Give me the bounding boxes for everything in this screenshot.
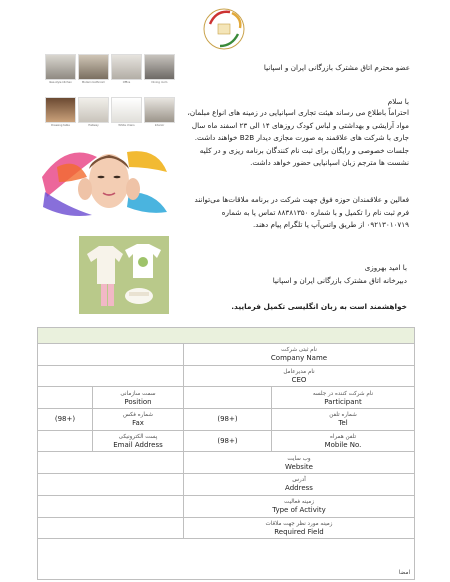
furniture-photo (111, 97, 142, 123)
mobile-input[interactable]: (98+) (184, 430, 272, 452)
furniture-photo (78, 54, 109, 80)
cosmetics-image (37, 137, 172, 222)
mobile-label: تلفن همراه Mobile No. (272, 430, 415, 452)
form-row-address (38, 474, 415, 496)
furniture-photo (45, 97, 76, 123)
paragraph-intro (173, 107, 409, 170)
form-row-mobile (38, 430, 415, 452)
greeting: با سلام (387, 97, 409, 106)
photo-caption: Interior (154, 124, 165, 127)
form-row-required (38, 517, 415, 539)
paragraph-line: فعالین و علاقمندان حوزه فوق جهت شرکت در برنامه ملاقات‌ها می‌توانند (194, 195, 409, 204)
website-input[interactable] (38, 452, 184, 474)
signature-label: امضا (398, 570, 410, 577)
chamber-logo (196, 4, 252, 54)
form-row-participant (38, 387, 415, 409)
photo-caption: White chairs (118, 124, 135, 127)
paragraph-line: مواد آرایشی و بهداشتی و لباس کودک روزهای ۱۴ الی ۲۳ اسفند ماه سال (191, 120, 409, 130)
photo-caption: Modern bathroom (81, 81, 106, 84)
registration-form (37, 327, 415, 580)
form-row-signature (38, 539, 415, 580)
furniture-photo-grid (45, 54, 175, 139)
address-label: آدرس Address (184, 474, 415, 496)
tel-label: شماره تلفن Tel (272, 409, 415, 431)
position-label: سمت سازمانی Position (93, 387, 184, 409)
participant-input[interactable] (184, 387, 272, 409)
participant-label: نام شرکت کننده در جلسه Participant (272, 387, 415, 409)
furniture-photo (144, 54, 175, 80)
signatory: دبیرخانه اتاق مشترک بازرگانی ایران و اسپانیا (272, 276, 407, 285)
fax-label: شماره فکس Fax (93, 409, 184, 431)
position-input[interactable] (38, 387, 93, 409)
form-row-ceo (38, 365, 415, 387)
company-name-input[interactable] (38, 344, 184, 366)
email-label: پست الکترونیکی Email Address (93, 430, 184, 452)
paragraph-line: احتراماً باطلاع می رساند هیئت تجاری اسپانیایی در زمینه های انواع مبلمان، (187, 108, 409, 117)
paragraph-line: جلسات خصوصی و رایگان برای ثبت نام کنندگان برنامه ریزی و در کلیه (199, 145, 409, 155)
address-input[interactable] (38, 474, 184, 496)
paragraph-line: ۰۹۲۱۳۰۱۰۷۱۹ از طریق واتس‌آپ یا تلگرام پیام دهند. (253, 220, 409, 230)
form-row-company (38, 344, 415, 366)
furniture-photo (144, 97, 175, 123)
email-input[interactable] (38, 430, 93, 452)
photo-caption: Ikea style kitchen (49, 81, 72, 84)
closing: با امید بهروزی (364, 263, 407, 272)
photo-caption: Office (122, 81, 131, 84)
company-name-label: نام ثبتی شرکت Company Name (184, 344, 415, 366)
form-header-band (38, 328, 415, 344)
photo-caption: Dressing table (51, 124, 70, 127)
addressee: عضو محترم اتاق مشترک بازرگانی ایران و اسپانیا (263, 63, 410, 72)
required-field-label: زمینه مورد نظر جهت ملاقات Required Field (184, 517, 415, 539)
instruction: خواهشمند است به زبان انگلیسی تکمیل فرمایید. (231, 302, 407, 311)
photo-caption: Dining room (151, 81, 168, 84)
form-row-activity (38, 495, 415, 517)
furniture-photo (78, 97, 109, 123)
form-row-phone (38, 409, 415, 431)
furniture-photo (111, 54, 142, 80)
activity-input[interactable] (38, 495, 184, 517)
ceo-label: نام مدیرعامل CEO (184, 365, 415, 387)
signature-area[interactable] (38, 539, 415, 580)
baby-clothes-image (79, 236, 169, 314)
tel-input[interactable]: (98+) (184, 409, 272, 431)
furniture-photo (45, 54, 76, 80)
required-field-input[interactable] (38, 517, 184, 539)
ceo-input[interactable] (38, 365, 184, 387)
paragraph-line: جاری با شرکت های علاقمند به صورت مجازی دیدار B2B خواهند داشت. (194, 133, 409, 143)
form-row-website (38, 452, 415, 474)
activity-label: زمینه فعالیت Type of Activity (184, 495, 415, 517)
photo-caption: Hallway (88, 124, 99, 127)
paragraph-line: نشست ها مترجم زبان اسپانیایی حضور خواهد داشت. (250, 158, 409, 168)
website-label: وب سایت Website (184, 452, 415, 474)
fax-input[interactable]: (98+) (38, 409, 93, 431)
paragraph-registration (173, 194, 409, 232)
paragraph-line: فرم ثبت نام را تکمیل و با شماره ۸۸۳۸۱۳۵۰ تماس یا به شماره (221, 207, 409, 217)
